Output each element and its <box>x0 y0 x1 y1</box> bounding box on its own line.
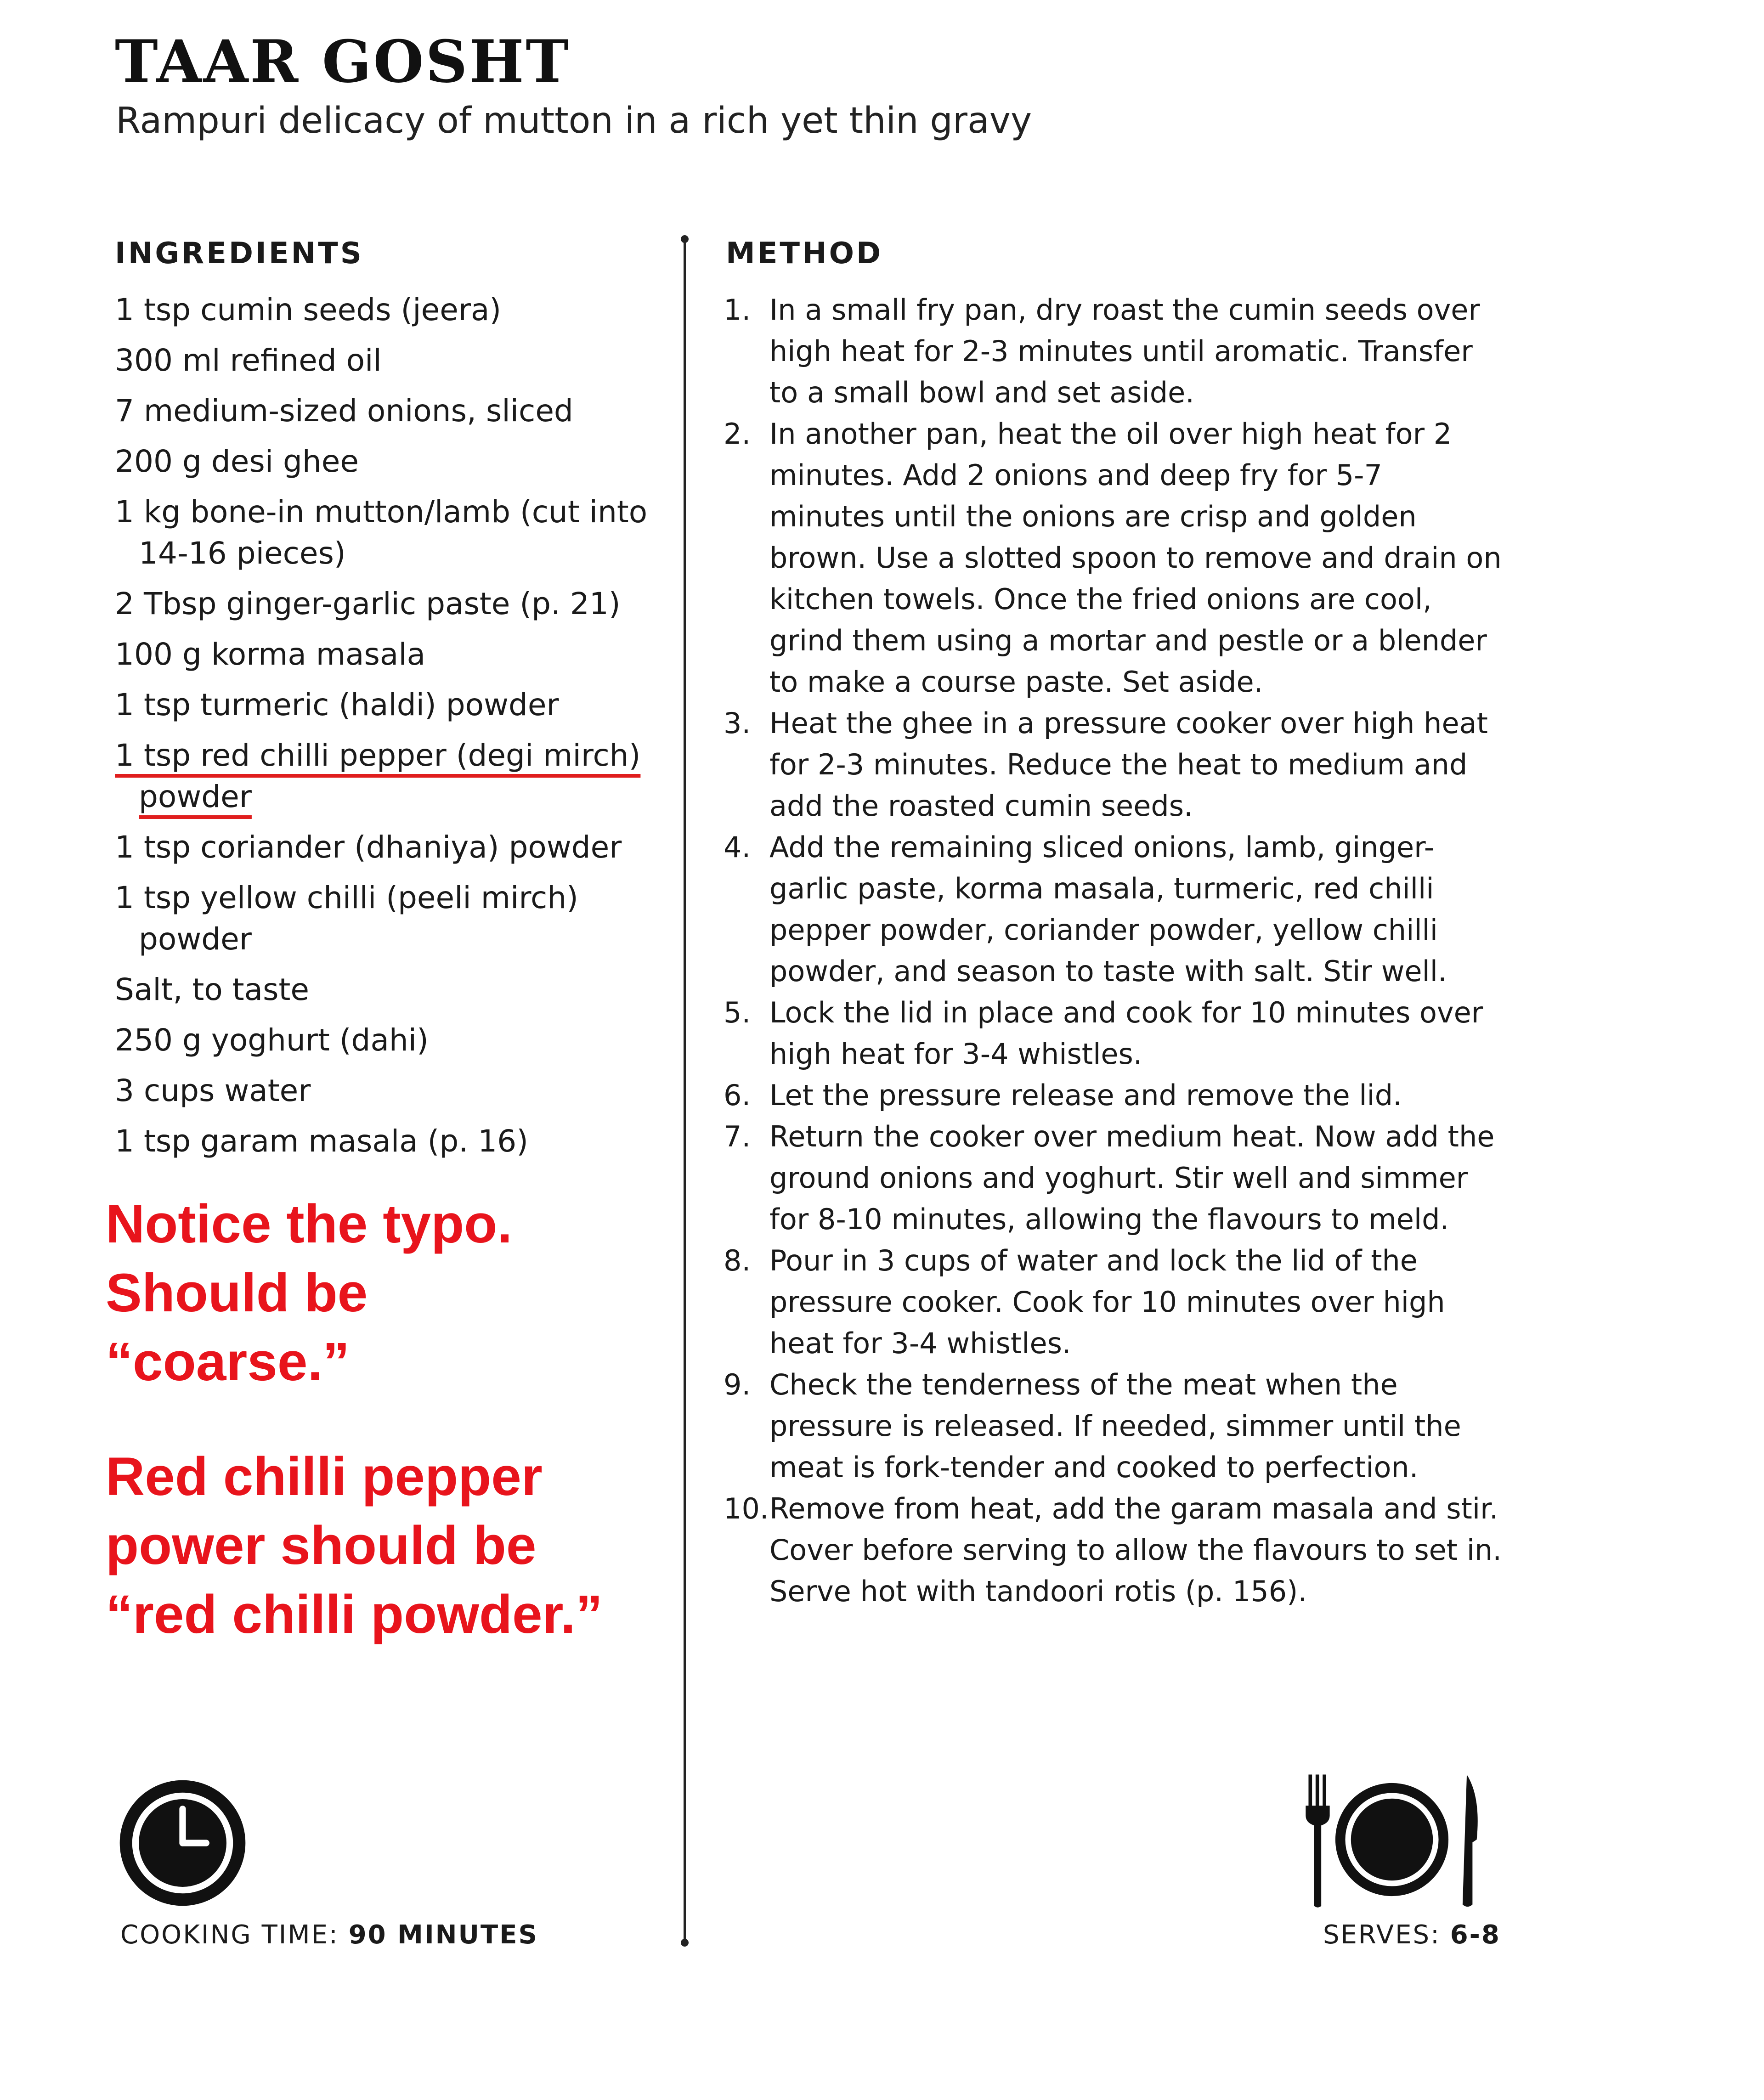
method-list <box>724 289 1504 1612</box>
method-step: 5. Lock the lid in place and cook for 10 minutes over high heat for 3-4 whistles. <box>724 992 1504 1075</box>
ingredient-item: 300 ml refined oil <box>115 343 382 378</box>
method-step-text: Let the pressure release and remove the lid. <box>769 1078 1402 1112</box>
method-step-text: Heat the ghee in a pressure cooker over high heat for 2-3 minutes. Reduce the heat to medium and add the roasted cumin seeds. <box>769 706 1488 823</box>
method-step: 8. Pour in 3 cups of water and lock the lid of the pressure cooker. Cook for 10 minutes over high heat for 3-4 whistles. <box>724 1240 1504 1364</box>
serves-label: SERVES: <box>1323 1920 1441 1950</box>
chilli-note <box>106 1442 657 1649</box>
plate-cutlery-icon <box>1300 1768 1484 1911</box>
ingredient-item: Salt, to taste <box>115 972 309 1007</box>
method-step: 7. Return the cooker over medium heat. Now add the ground onions and yoghurt. Stir well and simmer for 8-10 minutes, allowing the flavours to meld. <box>724 1116 1504 1240</box>
ingredient-item: 7 medium-sized onions, sliced <box>115 393 573 429</box>
method-step-text: Lock the lid in place and cook for 10 minutes over high heat for 3-4 whistles. <box>769 996 1483 1071</box>
ingredient-item-underlined: 1 tsp red chilli pepper (degi mirch) powder <box>115 738 641 814</box>
ingredient-item: 2 Tbsp ginger-garlic paste (p. 21) <box>115 586 621 621</box>
ingredient-item: 1 kg bone-in mutton/lamb (cut into 14-16 pieces) <box>115 494 648 571</box>
cooking-time-label: COOKING TIME: <box>120 1920 339 1950</box>
typo-note-text: Notice the typo. Should be “coarse.” <box>106 1194 513 1392</box>
method-step: 6. Let the pressure release and remove the lid. <box>724 1075 1504 1116</box>
serves-value: 6-8 <box>1450 1920 1501 1950</box>
ingredients-list <box>115 289 680 1171</box>
method-step-text: Check the tenderness of the meat when the pressure is released. If needed, simmer until the meat is fork-tender and cooked to perfection. <box>769 1368 1461 1484</box>
ingredient-item: 1 tsp coriander (dhaniya) powder <box>115 830 622 865</box>
clock-icon <box>117 1778 248 1908</box>
ingredient-item: 250 g yoghurt (dahi) <box>115 1022 429 1058</box>
ingredient-item: 1 tsp garam masala (p. 16) <box>115 1123 528 1159</box>
method-step-text: Add the remaining sliced onions, lamb, ginger-garlic paste, korma masala, turmeric, red chilli pepper powder, coriander powder, yellow chilli powder, and season to taste with salt. Stir well. <box>769 830 1447 988</box>
ingredient-item: 200 g desi ghee <box>115 444 359 479</box>
ingredient-item: 100 g korma masala <box>115 637 426 672</box>
ingredient-item: 1 tsp turmeric (haldi) powder <box>115 687 559 723</box>
column-divider <box>684 239 686 1943</box>
method-step: 10. Remove from heat, add the garam masala and stir. Cover before serving to allow the flavours to set in. Serve hot with tandoori rotis (p. 156). <box>724 1488 1504 1612</box>
method-step-text: Remove from heat, add the garam masala and stir. Cover before serving to allow the flavours to set in. Serve hot with tandoori rotis (p. 156). <box>769 1492 1502 1608</box>
cooking-time <box>120 1920 538 1950</box>
method-step-text: In another pan, heat the oil over high heat for 2 minutes. Add 2 onions and deep fry for 5-7 minutes until the onions are crisp and golden brown. Use a slotted spoon to remove and drain on kitchen towels. Once the fried onions are cool, grind them using a mortar and pestle or a blender to make a course paste. Set aside. <box>769 417 1502 699</box>
recipe-subtitle: Rampuri delicacy of mutton in a rich yet thin gravy <box>116 100 1032 141</box>
method-step: 4. Add the remaining sliced onions, lamb, ginger-garlic paste, korma masala, turmeric, red chilli pepper powder, coriander powder, yellow chilli powder, and season to taste with salt. Stir well. <box>724 827 1504 992</box>
method-step: 9. Check the tenderness of the meat when the pressure is released. If needed, simmer until the meat is fork-tender and cooked to perfection. <box>724 1364 1504 1488</box>
method-step-text: Pour in 3 cups of water and lock the lid of the pressure cooker. Cook for 10 minutes over high heat for 3-4 whistles. <box>769 1244 1445 1360</box>
chilli-note-text: Red chilli pepper power should be “red chilli powder.” <box>106 1446 603 1645</box>
typo-note <box>106 1190 519 1396</box>
method-heading: METHOD <box>726 237 883 271</box>
cooking-time-value: 90 MINUTES <box>348 1920 538 1950</box>
ingredient-item: 3 cups water <box>115 1073 311 1108</box>
method-step-text: Return the cooker over medium heat. Now add the ground onions and yoghurt. Stir well and simmer for 8-10 minutes, allowing the flavours to meld. <box>769 1120 1495 1236</box>
ingredients-heading: INGREDIENTS <box>115 237 364 271</box>
method-step: 3. Heat the ghee in a pressure cooker over high heat for 2-3 minutes. Reduce the heat to medium and add the roasted cumin seeds. <box>724 703 1504 827</box>
method-step: 1. In a small fry pan, dry roast the cumin seeds over high heat for 2-3 minutes until aromatic. Transfer to a small bowl and set aside. <box>724 289 1504 413</box>
method-step-text: In a small fry pan, dry roast the cumin seeds over high heat for 2-3 minutes until aromatic. Transfer to a small bowl and set aside. <box>769 293 1480 409</box>
method-step: 2. In another pan, heat the oil over high heat for 2 minutes. Add 2 onions and deep fry for 5-7 minutes until the onions are crisp and golden brown. Use a slotted spoon to remove and drain on kitchen towels. Once the fried onions are cool, grind them using a mortar and pestle or a blender to make a course paste. Set aside. <box>724 413 1504 703</box>
recipe-title: TAAR GOSHT <box>115 28 571 96</box>
ingredient-item: 1 tsp yellow chilli (peeli mirch) powder <box>115 880 578 957</box>
serves <box>1323 1920 1501 1950</box>
ingredient-item: 1 tsp cumin seeds (jeera) <box>115 292 502 327</box>
